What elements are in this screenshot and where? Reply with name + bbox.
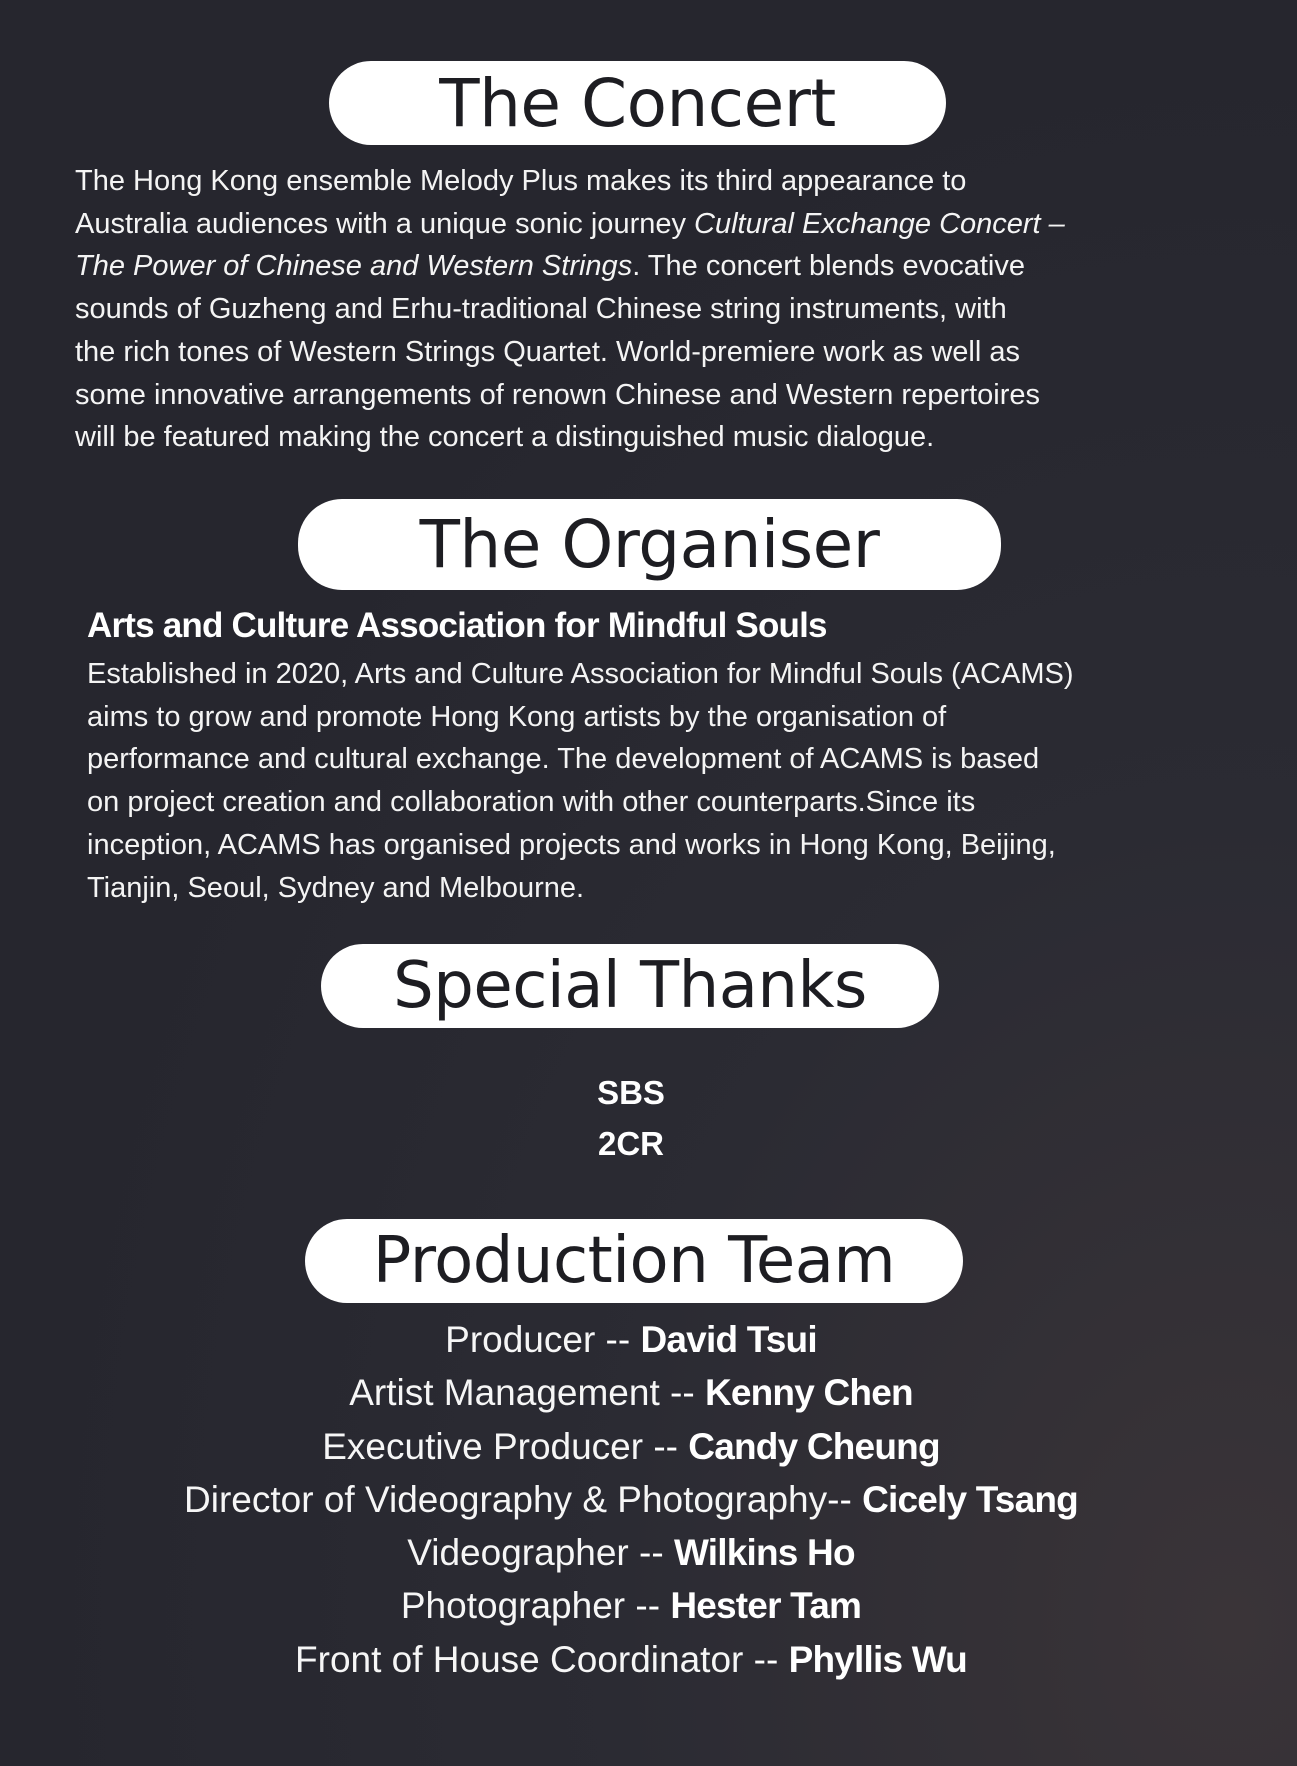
team-role: Artist Management	[349, 1372, 660, 1414]
concert-title-italic: The Power of Chinese and Western Strings	[75, 250, 633, 283]
organiser-name: Arts and Culture Association for Mindful Souls	[87, 606, 827, 645]
organiser-line: Tianjin, Seoul, Sydney and Melbourne.	[87, 871, 585, 904]
concert-line: will be featured making the concert a distinguished music dialogue.	[75, 421, 935, 454]
team-role: Photographer	[400, 1585, 626, 1627]
special-thanks-heading: Special Thanks	[321, 944, 939, 1028]
concert-line: sounds of Guzheng and Erhu-traditional Chinese string instruments, with	[75, 293, 1007, 326]
team-separator: --	[643, 1425, 689, 1467]
production-team-list	[0, 1313, 1262, 1686]
team-member-row	[0, 1579, 1262, 1632]
team-person: Wilkins Ho	[673, 1532, 855, 1574]
team-member-row	[0, 1366, 1262, 1419]
team-separator: --	[595, 1319, 641, 1360]
concert-line: the rich tones of Western Strings Quartet. World-premiere work as well as	[75, 335, 1021, 368]
thanks-item: SBS	[597, 1074, 665, 1111]
concert-line: some innovative arrangements of renown Chinese and Western repertoires	[75, 378, 1041, 411]
team-role: Producer	[445, 1319, 596, 1360]
team-role: Videographer	[407, 1532, 629, 1574]
team-person: David Tsui	[640, 1319, 817, 1360]
organiser-line: performance and cultural exchange. The development of ACAMS is based	[87, 743, 1040, 776]
concert-line: The Power of Chinese and Western Strings. The concert blends evocative	[75, 250, 1026, 283]
concert-heading: The Concert	[329, 61, 946, 145]
team-separator: --	[743, 1638, 789, 1680]
thanks-item: 2CR	[597, 1125, 665, 1162]
team-person: Hester Tam	[670, 1585, 862, 1627]
team-member-row	[0, 1633, 1262, 1686]
team-separator: --	[628, 1532, 674, 1574]
team-role: Front of House Coordinator	[295, 1638, 744, 1680]
concert-title-italic: Cultural Exchange Concert –	[694, 207, 1065, 240]
organiser-line: on project creation and collaboration with other counterparts.Since its	[87, 786, 976, 819]
team-role: Director of Videography & Photography	[184, 1478, 828, 1520]
special-thanks-list	[0, 1067, 1262, 1169]
team-person: Cicely Tsang	[862, 1478, 1078, 1520]
team-person: Kenny Chen	[704, 1372, 913, 1414]
team-member-row	[0, 1420, 1262, 1473]
organiser-line: aims to grow and promote Hong Kong artists by the organisation of	[87, 700, 947, 733]
production-team-heading: Production Team	[305, 1219, 963, 1303]
team-person: Phyllis Wu	[788, 1638, 967, 1680]
team-separator: --	[827, 1478, 863, 1520]
concert-description	[75, 160, 1065, 459]
organiser-heading: The Organiser	[298, 499, 1001, 590]
concert-line: Australia audiences with a unique sonic journey Cultural Exchange Concert –	[75, 207, 1065, 240]
team-role: Executive Producer	[322, 1425, 644, 1467]
organiser-description	[87, 653, 1073, 909]
team-member-row	[0, 1526, 1262, 1579]
organiser-line: Established in 2020, Arts and Culture Association for Mindful Souls (ACAMS)	[87, 658, 1074, 690]
team-member-row	[0, 1313, 1262, 1366]
concert-line: The Hong Kong ensemble Melody Plus makes its third appearance to	[75, 165, 967, 197]
organiser-line: inception, ACAMS has organised projects and works in Hong Kong, Beijing,	[87, 828, 1056, 861]
team-member-row	[0, 1473, 1262, 1526]
team-separator: --	[659, 1372, 705, 1414]
team-separator: --	[625, 1585, 671, 1627]
team-person: Candy Cheung	[688, 1425, 940, 1467]
